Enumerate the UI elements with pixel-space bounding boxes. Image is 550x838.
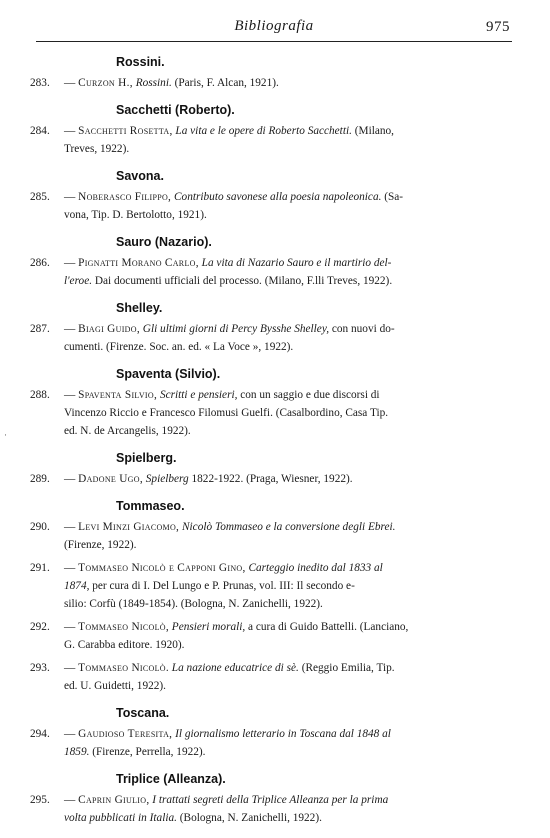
bibliography-section [30,367,512,440]
work-title: Contributo savonese alla poesia napoleonica. [174,191,382,203]
bibliography-list [30,55,512,838]
entry-number: 288. [30,389,50,401]
entry-line [64,518,512,536]
citation-text: a cura di Guido Battelli. (Lanciano, [245,621,409,633]
entry-line [64,470,512,488]
bibliography-entry [30,618,512,654]
work-title: Rossini. [135,77,172,89]
entry-line [64,188,512,206]
section-heading: Rossini. [116,55,165,69]
section-heading: Spielberg. [116,451,177,465]
entry-line [64,577,512,595]
bibliography-entry [30,320,512,356]
entry-number: 295. [30,794,50,806]
citation-text: — [64,125,79,137]
work-title: Pensieri morali, [171,621,246,633]
entry-text [64,188,512,224]
entry-number: 286. [30,257,50,269]
bibliography-section [30,55,512,92]
citation-text: — [64,257,79,269]
entry-line [64,636,512,654]
bibliography-entry [30,725,512,761]
entry-line [64,743,512,761]
entry-line [64,809,512,827]
work-title: 1859. [64,746,90,758]
work-title: Carteggio inedito dal 1833 al [248,562,383,574]
section-heading: Savona. [116,169,164,183]
citation-text: con nuovi do- [329,323,395,335]
work-title: l'eroe. [64,275,93,287]
author-name: Gaudioso Teresita, [78,728,173,740]
author-name: Tommaseo Nicolò. [78,662,169,674]
citation-text: (Firenze, Perrella, 1922). [89,746,206,758]
entry-line [64,122,512,140]
citation-text: — [64,562,79,574]
citation-text: Dai documenti ufficiali del processo. (Milano, F.lli Treves, 1922). [92,275,393,287]
citation-text: — [64,473,79,485]
citation-text: G. Carabba editore. 1920). [64,639,185,651]
work-title: Gli ultimi giorni di Percy Bysshe Shelley, [142,323,330,335]
entry-line [64,404,512,422]
entry-text [64,659,512,695]
entry-line [64,254,512,272]
citation-text: 1822-1922. (Praga, Wiesner, 1922). [188,473,353,485]
entry-line [64,386,512,404]
work-title: 1874, [64,580,90,592]
bibliography-section [30,772,512,827]
bibliography-section [30,103,512,158]
citation-text: Vincenzo Riccio e Francesco Filomusi Guelfi. (Casalbordino, Casa Tip. [64,407,389,419]
citation-text: — [64,323,79,335]
entry-line [64,618,512,636]
citation-text: ed. N. de Arcangelis, 1922). [64,425,191,437]
entry-text [64,470,512,488]
entry-text [64,320,512,356]
entry-text [64,74,512,92]
work-title: I trattati segreti della Triplice Alleanza per la prima [152,794,389,806]
section-heading: Sacchetti (Roberto). [116,103,235,117]
entry-text [64,725,512,761]
entry-line [64,536,512,554]
citation-text: Treves, 1922). [64,143,130,155]
bibliography-section [30,235,512,290]
entry-number: 283. [30,77,50,89]
entry-text [64,386,512,440]
citation-text: vona, Tip. D. Bertolotto, 1921). [64,209,207,221]
citation-text: (Sa- [381,191,404,203]
entry-line [64,422,512,440]
entry-line [64,338,512,356]
author-name: Spaventa Silvio, [78,389,158,401]
section-heading: Toscana. [116,706,170,720]
entry-line [64,659,512,677]
section-heading: Spaventa (Silvio). [116,367,221,381]
author-name: Dadone Ugo, [78,473,143,485]
author-name: Curzon H., [78,77,133,89]
entry-number: 289. [30,473,50,485]
entry-line [64,725,512,743]
author-name: Pignatti Morano Carlo, [78,257,199,269]
entry-line [64,140,512,158]
citation-text: (Firenze, 1922). [64,539,137,551]
entry-number: 293. [30,662,50,674]
citation-text: (Paris, F. Alcan, 1921). [171,77,279,89]
entry-number: 294. [30,728,50,740]
entry-line [64,791,512,809]
bibliography-entry [30,791,512,827]
entry-text [64,559,512,613]
bibliography-section [30,301,512,356]
citation-text: — [64,521,79,533]
bibliography-entry [30,74,512,92]
citation-text: ed. U. Guidetti, 1922). [64,680,166,692]
entry-number: 287. [30,323,50,335]
citation-text: silio: Corfù (1849-1854). (Bologna, N. Zanichelli, 1922). [64,598,323,610]
bibliography-entry [30,122,512,158]
running-head-title: Bibliografia [234,18,314,34]
bibliography-entry [30,386,512,440]
entry-text [64,122,512,158]
citation-text: per cura di I. Del Lungo e P. Prunas, vol. III: Il secondo e- [89,580,355,592]
bibliography-section [30,706,512,761]
entry-number: 284. [30,125,50,137]
entry-number: 291. [30,562,50,574]
author-name: Caprin Giulio, [78,794,150,806]
citation-text: — [64,389,79,401]
entry-line [64,559,512,577]
citation-text: — [64,191,79,203]
author-name: Tommaseo Nicolò, [78,621,169,633]
entry-text [64,254,512,290]
citation-text: (Bologna, N. Zanichelli, 1922). [176,812,322,824]
entry-number: 290. [30,521,50,533]
citation-text: — [64,621,79,633]
section-heading: Shelley. [116,301,163,315]
author-name: Levi Minzi Giacomo, [78,521,180,533]
bibliography-section [30,451,512,488]
entry-line [64,320,512,338]
work-title: Il giornalismo letterario in Toscana dal 1848 al [175,728,391,740]
bibliography-entry [30,254,512,290]
entry-line [64,272,512,290]
bibliography-entry [30,188,512,224]
author-name: Noberasco Filippo, [78,191,172,203]
bibliography-section [30,499,512,695]
author-name: Tommaseo Nicolò e Capponi Gino, [78,562,246,574]
bibliography-entry [30,518,512,554]
citation-text: (Reggio Emilia, Tip. [298,662,395,674]
header-rule [36,41,512,42]
page-number: 975 [486,19,510,35]
citation-text: cumenti. (Firenze. Soc. an. ed. « La Voce », 1922). [64,341,294,353]
entry-text [64,791,512,827]
entry-text [64,618,512,654]
work-title: La vita e le opere di Roberto Sacchetti. [175,125,352,137]
bibliography-entry [30,659,512,695]
bibliography-section [30,169,512,224]
entry-line [64,595,512,613]
work-title: La vita di Nazario Sauro e il martirio del- [201,257,392,269]
work-title: Nicolò Tommaseo e la conversione degli Ebrei. [182,521,396,533]
author-name: Biagi Guido, [78,323,140,335]
bibliography-entry [30,559,512,613]
entry-line [64,677,512,695]
entry-line [64,74,512,92]
citation-text: con un saggio e due discorsi di [237,389,380,401]
work-title: La nazione educatrice di sè. [171,662,299,674]
section-heading: Sauro (Nazario). [116,235,212,249]
bibliography-entry [30,470,512,488]
entry-number: 285. [30,191,50,203]
section-heading: Tommaseo. [116,499,185,513]
entry-text [64,518,512,554]
citation-text: — [64,794,79,806]
work-title: Spielberg [145,473,189,485]
margin-speck: · [4,430,7,440]
entry-line [64,206,512,224]
citation-text: (Milano, [351,125,394,137]
entry-number: 292. [30,621,50,633]
citation-text: — [64,662,79,674]
citation-text: — [64,77,79,89]
section-heading: Triplice (Alleanza). [116,772,226,786]
work-title: Scritti e pensieri, [159,389,238,401]
citation-text: — [64,728,79,740]
running-head [36,18,512,40]
work-title: volta pubblicati in Italia. [64,812,177,824]
author-name: Sacchetti Rosetta, [78,125,173,137]
